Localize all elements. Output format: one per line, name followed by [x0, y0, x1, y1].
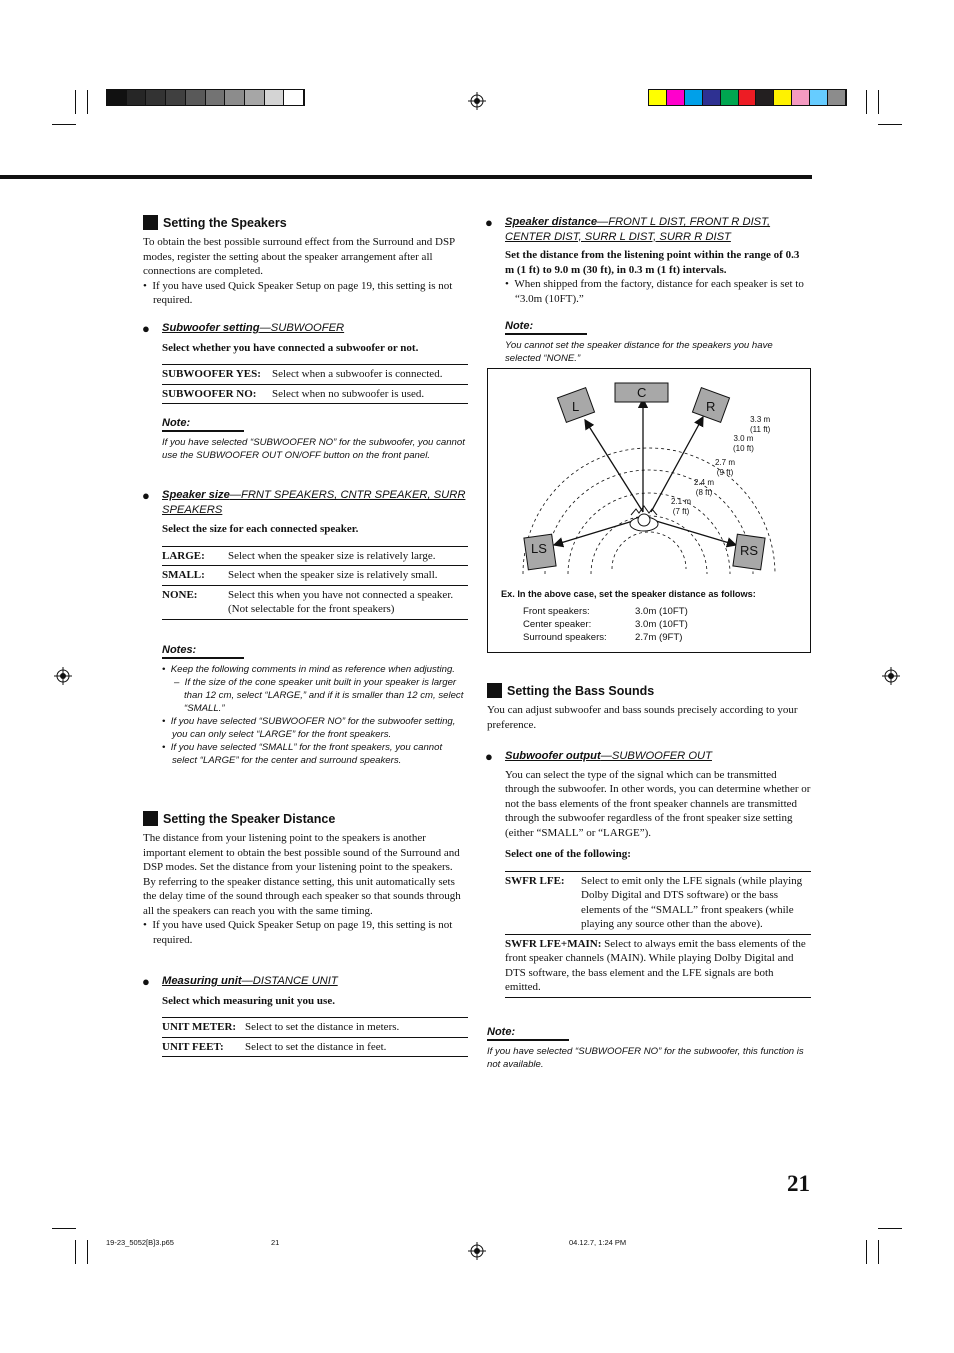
speaker-distance-instruction: Set the distance from the listening point within the range of 0.3 m (1 ft) to 9.0 m (30 ft), in 0.3 m (1 ft) intervals. [505, 249, 800, 276]
color-swatch [265, 90, 285, 105]
distance-bullet: • If you have used Quick Speaker Setup on page 19, this setting is not required. [143, 919, 453, 946]
section-heading-bass: Setting the Bass Sounds [487, 683, 811, 698]
measuring-unit-title: ● Measuring unit—DISTANCE UNIT [142, 974, 338, 989]
list-item: Surround speakers: 2.7m (9FT) [523, 632, 683, 643]
color-swatch [206, 90, 226, 105]
square-bullet-icon [487, 683, 502, 698]
footer-page: 21 [271, 1238, 280, 1247]
footer-file: 19-23_5052[B]3.p65 [106, 1238, 174, 1247]
size-options-table [162, 546, 468, 620]
color-swatch [649, 90, 667, 105]
color-swatch [828, 90, 846, 105]
color-swatch [225, 90, 245, 105]
color-bar [648, 89, 847, 106]
size-instruction: Select the size for each connected speaker. [162, 523, 359, 535]
header-rule [0, 175, 812, 179]
bullet-icon: ● [485, 215, 493, 230]
note-heading: Note: [487, 1026, 569, 1041]
speakers-intro: To obtain the best possible surround effect from the Surround and DSP modes, register the setting about the speaker arrangement after all connections are completed. [143, 236, 455, 277]
speaker-c-label: C [637, 385, 647, 400]
list-item: • If you have selected “SUBWOOFER NO” for the subwoofer setting, you can only select “LARGE” for the front speakers. [162, 715, 456, 740]
color-swatch [756, 90, 774, 105]
list-item: • Keep the following comments in mind as reference when adjusting. [162, 663, 455, 675]
speaker-rs-label: RS [740, 543, 759, 558]
bass-note: If you have selected “SUBWOOFER NO” for the subwoofer, this function is not available. [487, 1046, 804, 1070]
list-item: Front speakers: 3.0m (10FT) [523, 606, 688, 617]
color-swatch [685, 90, 703, 105]
size-notes [162, 663, 468, 767]
subwoofer-note: If you have selected “SUBWOOFER NO” for the subwoofer, you cannot use the SUBWOOFER OUT ON/OFF button on the front panel. [162, 437, 465, 461]
arrow-to-ls [554, 521, 633, 545]
color-swatch [721, 90, 739, 105]
color-swatch [107, 90, 127, 105]
diagram-caption: Ex. In the above case, set the speaker distance as follows: [501, 589, 756, 599]
bass-paragraph: You can select the type of the signal which can be transmitted through the subwoofer. In other words, you can determine whether or not the bass elements of the front speaker channels are transmitted through the subwoofer regardless of the front speaker size setting (either “SMALL” or “LARGE”). [505, 768, 811, 839]
bullet-icon: ● [485, 749, 493, 764]
speaker-distance-title: ● Speaker distance—FRONT L DIST, FRONT R DIST, CENTER DIST, SURR L DIST, SURR R DIST [485, 215, 771, 243]
crop-mark [866, 90, 867, 114]
square-bullet-icon [143, 215, 158, 230]
table-row: SWFR LFE+MAIN: Select to always emit the bass elements of the front speaker channels (MAIN). While playing Dolby Digital and DTS software, the bass element and the LFE signals are both emitted. [505, 934, 811, 997]
bullet-icon: ● [142, 974, 150, 989]
table-row: UNIT METER: Select to set the distance in meters. [162, 1018, 468, 1038]
speaker-size-title: ● Speaker size—FRNT SPEAKERS, CNTR SPEAKER, SURR SPEAKERS [142, 488, 466, 516]
speakers-intro-bullet: • If you have used Quick Speaker Setup on page 19, this setting is not required. [143, 279, 453, 306]
bass-instruction: Select one of the following: [505, 848, 631, 860]
registration-mark-icon [54, 667, 72, 685]
ring-label: 2.1 m (7 ft) [671, 497, 692, 516]
table-row: LARGE: Select when the speaker size is relatively large. [162, 546, 468, 566]
ring-label: 3.3 m (11 ft) [750, 415, 771, 434]
bullet-icon: ● [142, 321, 150, 336]
bass-intro: You can adjust subwoofer and bass sounds precisely according to your preference. [487, 704, 798, 731]
speaker-distance-bullet: • When shipped from the factory, distance for each speaker is set to “3.0m (10FT).” [505, 278, 804, 305]
color-swatch [810, 90, 828, 105]
table-row: SMALL: Select when the speaker size is relatively small. [162, 566, 468, 586]
notes-heading: Notes: [162, 644, 244, 659]
distance-arc [612, 532, 686, 569]
arrow-to-l [585, 420, 643, 512]
registration-mark-icon [468, 1242, 486, 1260]
color-swatch [667, 90, 685, 105]
color-swatch [792, 90, 810, 105]
crop-mark [52, 1228, 76, 1229]
registration-mark-icon [468, 92, 486, 110]
table-row: UNIT FEET: Select to set the distance in feet. [162, 1037, 468, 1057]
subwoofer-instruction: Select whether you have connected a subwoofer or not. [162, 341, 419, 354]
color-swatch [739, 90, 757, 105]
subwoofer-setting-title: ● Subwoofer setting—SUBWOOFER [142, 321, 345, 336]
color-swatch [245, 90, 265, 105]
table-row: NONE: Select this when you have not connected a speaker. (Not selectable for the front speakers) [162, 585, 468, 619]
registration-mark-icon [882, 667, 900, 685]
distance-settings [523, 605, 688, 644]
ring-label: 3.0 m (10 ft) [733, 434, 754, 453]
color-swatch [186, 90, 206, 105]
speaker-ls-label: LS [531, 541, 547, 556]
speaker-r-label: R [706, 399, 716, 414]
crop-mark [878, 124, 902, 125]
table-row: SUBWOOFER YES: Select when a subwoofer is connected. [162, 365, 468, 385]
unit-instruction: Select which measuring unit you use. [162, 994, 335, 1007]
note-heading: Note: [505, 320, 587, 335]
crop-mark [52, 124, 76, 125]
color-swatch [127, 90, 147, 105]
color-swatch [284, 90, 304, 105]
table-row: SUBWOOFER NO: Select when no subwoofer is used. [162, 384, 468, 404]
section-heading-speakers: Setting the Speakers [143, 215, 468, 230]
footer-date: 04.12.7, 1:24 PM [569, 1238, 627, 1247]
speaker-l-label: L [572, 399, 580, 414]
distance-p1: The distance from your listening point to the speakers is another important element to obtain the best possible sound of the Surround and DSP modes. Set the distance from your listening point to the speakers. [143, 832, 460, 873]
section-heading-distance: Setting the Speaker Distance [143, 811, 468, 826]
arrow-to-rs [656, 521, 736, 545]
ring-label: 2.7 m (9 ft) [715, 458, 736, 477]
crop-mark [75, 90, 76, 114]
listener-icon [630, 506, 658, 531]
color-swatch [703, 90, 721, 105]
page-number: 21 [787, 1171, 810, 1196]
square-bullet-icon [143, 811, 158, 826]
list-item: Center speaker: 3.0m (10FT) [523, 619, 688, 630]
grayscale-bar [106, 89, 305, 106]
crop-mark [878, 1240, 879, 1264]
list-item: • If you have selected “SMALL” for the front speakers, you cannot select “LARGE” for the center and surround speakers. [162, 741, 443, 766]
note-heading: Note: [162, 417, 244, 432]
subwoofer-options-table [162, 364, 468, 404]
distance-p2: By referring to the speaker distance setting, this unit automatically sets the delay time of the sound through each speaker so that sounds through all the speakers can reach you with the same timing. [143, 875, 461, 917]
crop-mark [87, 90, 88, 114]
speaker-distance-note: You cannot set the speaker distance for the speakers you have selected “NONE.” [505, 340, 773, 364]
crop-mark [75, 1240, 76, 1264]
color-swatch [146, 90, 166, 105]
unit-options-table [162, 1017, 468, 1057]
speaker-layout-figure [487, 368, 811, 653]
subwoofer-output-title: ● Subwoofer output—SUBWOOFER OUT [485, 749, 712, 764]
ring-label: 2.4 m (8 ft) [694, 478, 715, 497]
color-swatch [166, 90, 186, 105]
list-item: – If the size of the cone speaker unit built in your speaker is larger than 12 cm, select “LARGE,” and if it is smaller than 12 cm, select “SMALL.” [174, 676, 464, 714]
crop-mark [866, 1240, 867, 1264]
crop-mark [878, 1228, 902, 1229]
crop-mark [87, 1240, 88, 1264]
bullet-icon: ● [142, 488, 150, 503]
color-swatch [774, 90, 792, 105]
crop-mark [878, 90, 879, 114]
bass-options-table [505, 871, 811, 998]
table-row: SWFR LFE: Select to emit only the LFE signals (while playing Dolby Digital and DTS software) or the bass elements of the “SMALL” front speakers (while playing any source other than the above). [505, 871, 811, 934]
